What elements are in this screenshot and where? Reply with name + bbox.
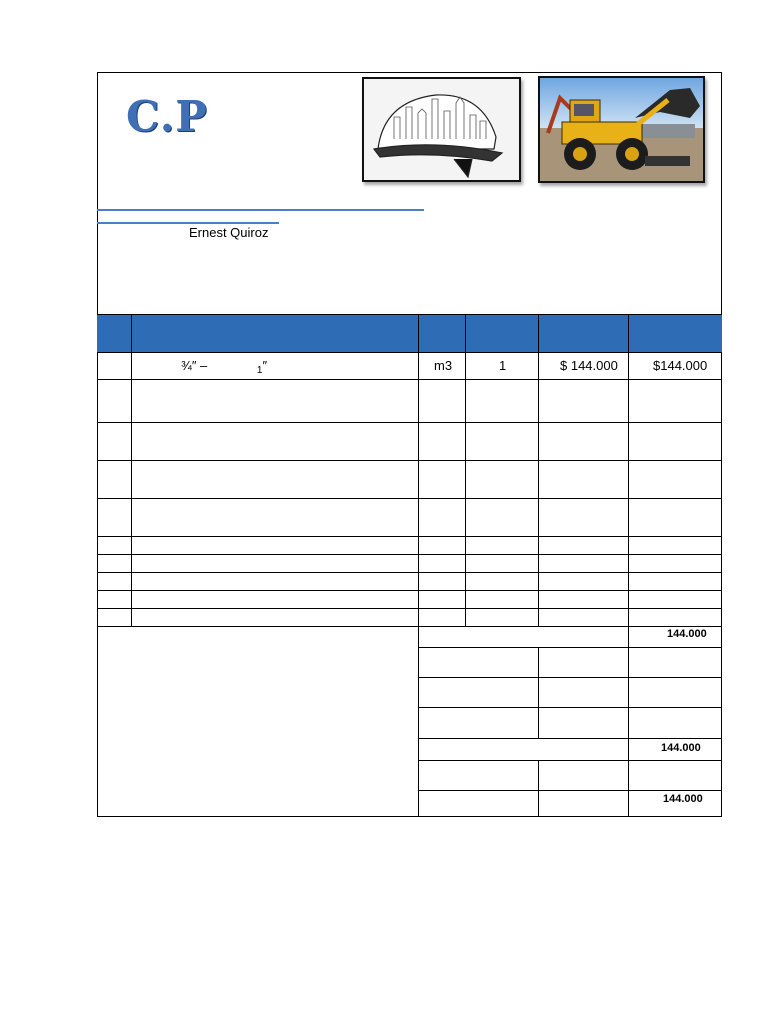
row-divider — [97, 460, 722, 461]
client-name: Ernest Quiroz — [189, 225, 269, 240]
totals-divider — [418, 790, 722, 791]
net-value: 144.000 — [661, 742, 701, 754]
row-divider — [97, 572, 722, 573]
item-unit: m3 — [434, 358, 453, 373]
wheel-loader-photo — [538, 76, 705, 183]
row-divider — [97, 536, 722, 537]
totals-divider — [418, 707, 722, 708]
item-description-sub: 1 — [256, 365, 263, 376]
totals-col-divider — [538, 760, 539, 817]
row-divider — [97, 608, 722, 609]
col-divider — [418, 314, 419, 817]
company-info-line — [97, 209, 424, 211]
client-name-line — [97, 222, 279, 224]
col-divider — [131, 314, 132, 626]
col-divider — [628, 314, 629, 626]
totals-divider — [418, 647, 722, 648]
item-description-main: ¾″ – — [181, 358, 208, 373]
row-divider — [97, 379, 722, 380]
totals-col-divider — [628, 626, 629, 817]
totals-divider — [418, 738, 722, 739]
item-description — [181, 358, 268, 376]
item-unit-price: $ 144.000 — [560, 358, 618, 373]
totals-divider — [418, 677, 722, 678]
col-divider — [465, 314, 466, 626]
item-description-end: ″ — [262, 358, 268, 373]
col-divider — [538, 314, 539, 626]
item-total: $144.000 — [653, 358, 708, 373]
grand-total-value: 144.000 — [663, 793, 703, 805]
helmet-city-image — [362, 77, 521, 182]
totals-divider — [418, 760, 722, 761]
subtotal-value: 144.000 — [667, 628, 707, 640]
company-logo: C.P — [126, 92, 208, 141]
row-divider — [97, 590, 722, 591]
row-divider — [97, 498, 722, 499]
totals-col-divider — [538, 647, 539, 738]
item-quantity: 1 — [499, 358, 507, 373]
row-divider — [97, 554, 722, 555]
row-divider — [97, 422, 722, 423]
